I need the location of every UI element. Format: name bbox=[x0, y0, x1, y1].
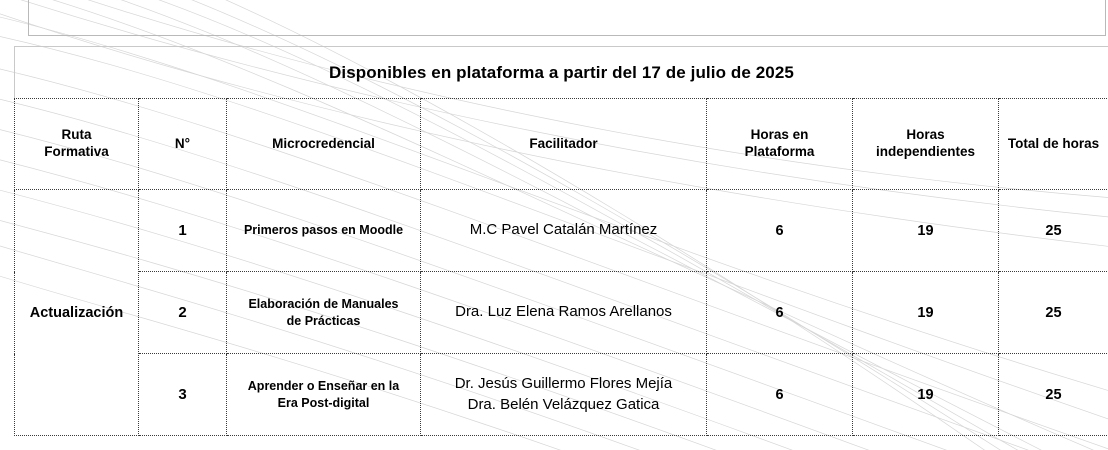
column-header-ruta-line2: Formativa bbox=[44, 144, 109, 159]
top-partial-box bbox=[28, 0, 1106, 36]
row-microcredencial: Primeros pasos en Moodle bbox=[227, 190, 421, 272]
row-microcredencial-line2: Era Post-digital bbox=[277, 395, 370, 410]
row-total-horas: 25 bbox=[999, 354, 1108, 436]
row-facilitador-line1: Dr. Jesús Guillermo Flores Mejía bbox=[454, 375, 673, 393]
table-row bbox=[15, 190, 1108, 272]
row-facilitador: M.C Pavel Catalán Martínez bbox=[421, 190, 707, 272]
row-facilitador bbox=[421, 354, 707, 436]
column-header-facilitador: Facilitador bbox=[421, 99, 707, 190]
row-facilitador-line2: Dra. Belén Velázquez Gatica bbox=[467, 395, 660, 413]
row-microcredencial bbox=[227, 272, 421, 354]
row-microcredencial-line1: Aprender o Enseñar en la bbox=[247, 379, 400, 394]
row-horas-independientes: 19 bbox=[853, 272, 999, 354]
document-title-band bbox=[14, 46, 1108, 98]
row-number: 3 bbox=[139, 354, 227, 436]
row-facilitador: Dra. Luz Elena Ramos Arellanos bbox=[421, 272, 707, 354]
column-header-horas-plataforma bbox=[707, 99, 853, 190]
table-header bbox=[15, 99, 1108, 190]
table-body bbox=[15, 190, 1108, 436]
column-header-horas-plataforma-line2: Plataforma bbox=[744, 144, 815, 159]
row-horas-independientes: 19 bbox=[853, 354, 999, 436]
column-header-horas-independientes-line1: Horas bbox=[906, 127, 945, 143]
column-header-ruta-formativa bbox=[15, 99, 139, 190]
row-microcredencial bbox=[227, 354, 421, 436]
table-row bbox=[15, 354, 1108, 436]
column-header-horas-plataforma-line1: Horas en bbox=[750, 127, 809, 143]
row-horas-independientes: 19 bbox=[853, 190, 999, 272]
column-header-horas-independientes bbox=[853, 99, 999, 190]
row-total-horas: 25 bbox=[999, 190, 1108, 272]
table-row bbox=[15, 272, 1108, 354]
page-title: Disponibles en plataforma a partir del 17 de julio de 2025 bbox=[329, 62, 794, 82]
column-header-microcredencial: Microcredencial bbox=[227, 99, 421, 190]
row-horas-plataforma: 6 bbox=[707, 272, 853, 354]
row-total-horas: 25 bbox=[999, 272, 1108, 354]
column-header-numero: N° bbox=[139, 99, 227, 190]
column-header-total-horas: Total de horas bbox=[999, 99, 1108, 190]
column-header-ruta-line1: Ruta bbox=[61, 127, 92, 143]
row-microcredencial-line2: de Prácticas bbox=[286, 313, 361, 328]
courses-table bbox=[14, 98, 1108, 436]
row-number: 2 bbox=[139, 272, 227, 354]
row-horas-plataforma: 6 bbox=[707, 354, 853, 436]
table-header-row bbox=[15, 99, 1108, 190]
route-group-label: Actualización bbox=[15, 190, 139, 436]
row-number: 1 bbox=[139, 190, 227, 272]
row-microcredencial-line1: Elaboración de Manuales bbox=[248, 297, 399, 312]
column-header-horas-independientes-line2: independientes bbox=[875, 144, 975, 159]
row-horas-plataforma: 6 bbox=[707, 190, 853, 272]
